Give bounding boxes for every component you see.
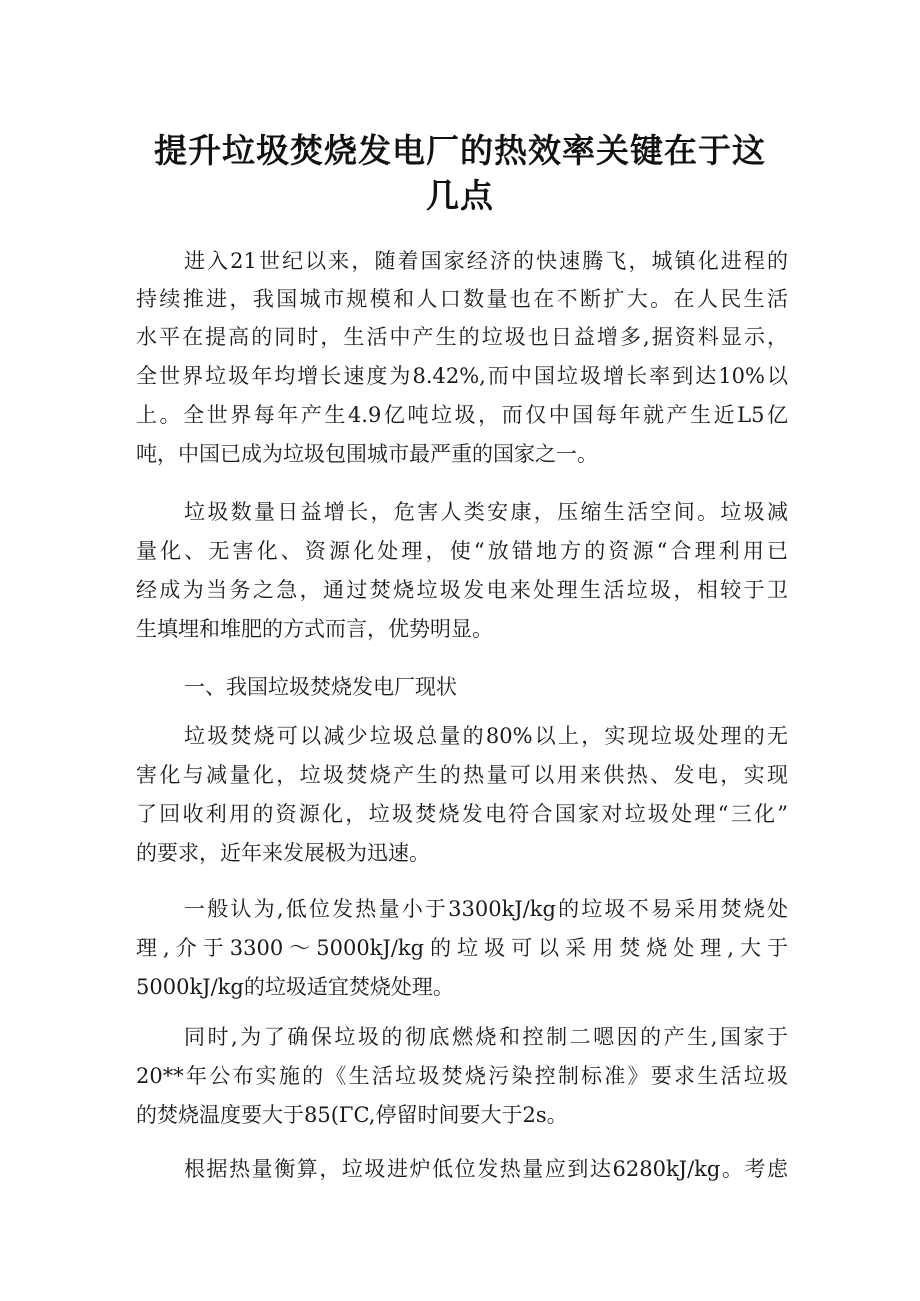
paragraph-3-line-2: 害化与减量化，垃圾焚烧产生的热量可以用来供热、发电，实现 bbox=[136, 763, 788, 787]
paragraph-5-line-2: 20**年公布实施的《生活垃圾焚烧污染控制标准》要求生活垃圾 bbox=[136, 1064, 788, 1088]
document-title-line-1: 提升垃圾焚烧发电厂的热效率关键在于这 bbox=[154, 131, 766, 170]
paragraph-1-line-2: 持续推进，我国城市规模和人口数量也在不断扩大。在人民生活 bbox=[136, 287, 788, 311]
section-heading-1: 一、我国垃圾焚烧发电厂现状 bbox=[184, 675, 457, 699]
paragraph-2-line-4: 生填埋和堆肥的方式而言，优势明显。 bbox=[136, 617, 493, 641]
paragraph-4-line-2: 理,介于3300～5000kJ∕kg的垃圾可以采用焚烧处理,大于 bbox=[136, 936, 788, 960]
paragraph-2-line-1: 垃圾数量日益增长，危害人类安康，压缩生活空间。垃圾减 bbox=[184, 500, 788, 524]
paragraph-4-line-3: 5000kJ∕kg的垃圾适宜焚烧处理。 bbox=[136, 975, 454, 999]
paragraph-1-line-5: 上。全世界每年产生4.9亿吨垃圾，而仅中国每年就产生近L5亿 bbox=[136, 403, 788, 427]
document-title-line-2: 几点 bbox=[426, 176, 494, 215]
paragraph-2-line-2: 量化、无害化、资源化处理，使“放错地方的资源“合理利用已 bbox=[136, 539, 788, 563]
paragraph-1-line-6: 吨，中国已成为垃圾包围城市最严重的国家之一。 bbox=[136, 442, 598, 466]
paragraph-4-line-1: 一般认为,低位发热量小于3300kJ∕kg的垃圾不易采用焚烧处 bbox=[184, 897, 788, 921]
paragraph-3-line-4: 的要求，近年来发展极为迅速。 bbox=[136, 841, 430, 865]
paragraph-5-line-1: 同时,为了确保垃圾的彻底燃烧和控制二嗯因的产生,国家于 bbox=[184, 1025, 788, 1049]
paragraph-2-line-3: 经成为当务之急，通过焚烧垃圾发电来处理生活垃圾，相较于卫 bbox=[136, 578, 788, 602]
paragraph-3-line-3: 了回收利用的资源化，垃圾焚烧发电符合国家对垃圾处理“三化” bbox=[136, 802, 788, 826]
paragraph-5-line-3: 的焚烧温度要大于85(ΓC,停留时间要大于2s。 bbox=[136, 1103, 568, 1127]
paragraph-3-line-1: 垃圾焚烧可以减少垃圾总量的80%以上，实现垃圾处理的无 bbox=[184, 724, 788, 748]
paragraph-1-line-1: 进入21世纪以来，随着国家经济的快速腾飞，城镇化进程的 bbox=[184, 249, 788, 273]
paragraph-1-line-3: 水平在提高的同时，生活中产生的垃圾也日益增多,据资料显示， bbox=[136, 325, 788, 349]
paragraph-6-line-1: 根据热量衡算，垃圾进炉低位发热量应到达6280kJ∕kg。考虑 bbox=[184, 1157, 788, 1181]
paragraph-1-line-4: 全世界垃圾年均增长速度为8.42%,而中国垃圾增长率到达10%以 bbox=[136, 364, 788, 388]
